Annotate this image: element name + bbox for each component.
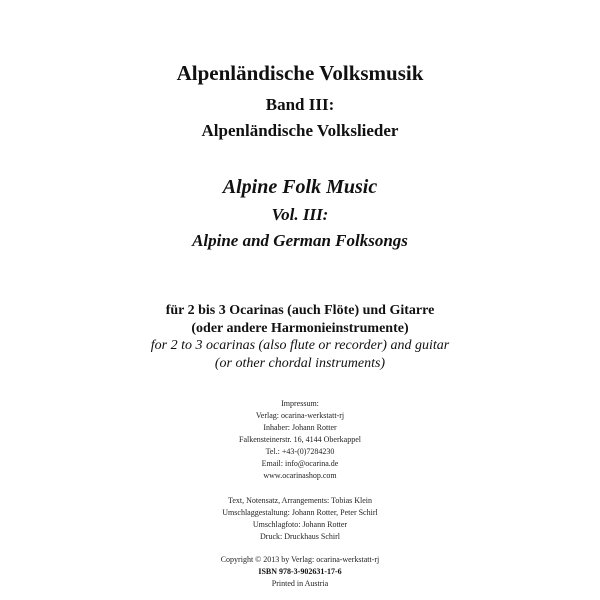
credits-photo: Umschlagfoto: Johann Rotter [252, 520, 348, 529]
instrumentation-de-1: für 2 bis 3 Ocarinas (auch Flöte) und Gitarre [165, 303, 435, 318]
instrumentation-en-1: for 2 to 3 ocarinas (also flute or recorder) and guitar [150, 338, 450, 353]
impressum-website: www.ocarinashop.com [263, 471, 337, 480]
impressum-publisher: Verlag: ocarina-werkstatt-rj [255, 411, 345, 420]
impressum-email: Email: info@ocarina.de [261, 459, 339, 468]
english-title: Alpine Folk Music [222, 176, 378, 198]
german-volume: Band III: [265, 95, 335, 114]
isbn: ISBN 978-3-902631-17-6 [258, 567, 342, 576]
english-subtitle: Alpine and German Folksongs [192, 231, 408, 250]
credits-text: Text, Notensatz, Arrangements: Tobias Klein [227, 496, 373, 505]
english-volume: Vol. III: [271, 205, 329, 224]
printed-in: Printed in Austria [271, 579, 329, 588]
german-subtitle: Alpenländische Volkslieder [201, 121, 399, 140]
credits-print: Druck: Druckhaus Schirl [260, 532, 340, 541]
instrumentation-en-2: (or other chordal instruments) [214, 356, 386, 371]
instrumentation-de-2: (oder andere Harmonieinstrumente) [191, 321, 409, 336]
impressum-phone: Tel.: +43-(0)7284230 [265, 447, 335, 456]
copyright-notice: Copyright © 2013 by Verlag: ocarina-werkstatt-rj [220, 555, 380, 564]
impressum-heading: Impressum: [281, 399, 319, 408]
impressum-owner: Inhaber: Johann Rotter [263, 423, 337, 432]
german-title: Alpenländische Volksmusik [176, 61, 424, 85]
impressum-address: Falkensteinerstr. 16, 4144 Oberkappel [239, 435, 361, 444]
credits-cover: Umschlaggestaltung: Johann Rotter, Peter Schirl [222, 508, 378, 517]
